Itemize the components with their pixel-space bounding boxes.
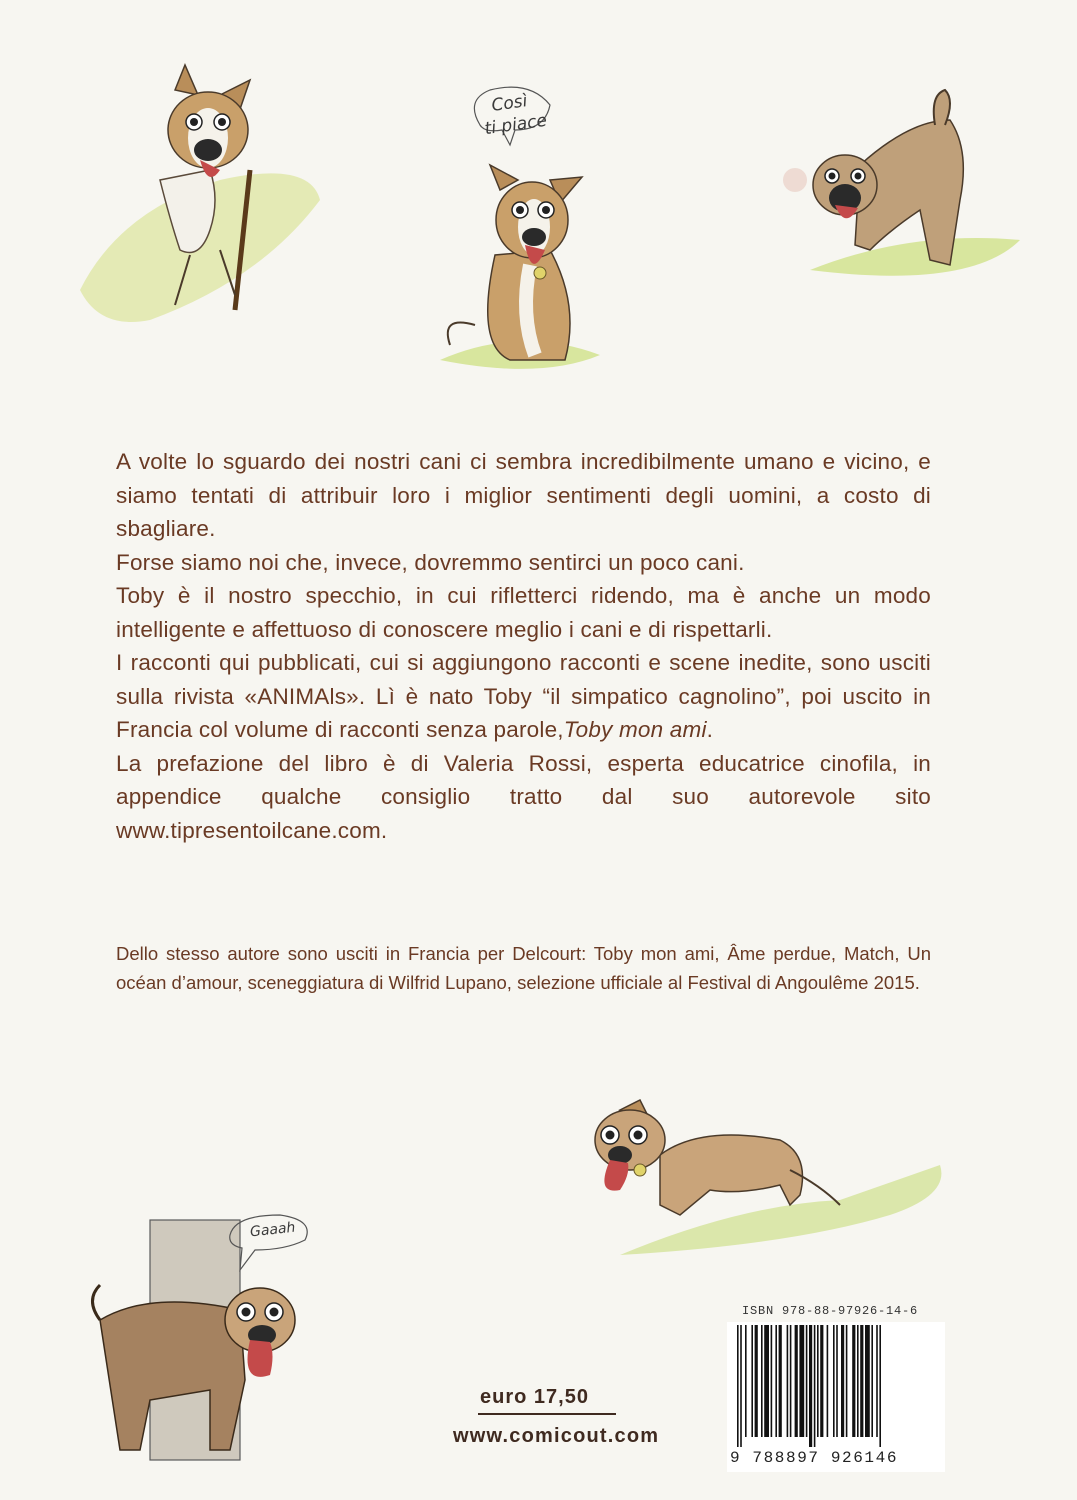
barcode-bar bbox=[871, 1325, 873, 1437]
barcode-bar bbox=[833, 1325, 835, 1437]
barcode-bar bbox=[809, 1325, 812, 1447]
barcode-bar bbox=[846, 1325, 848, 1437]
barcode-bar bbox=[799, 1325, 804, 1437]
barcode-bar bbox=[771, 1325, 773, 1437]
barcode-bar bbox=[852, 1325, 855, 1437]
barcode-bar bbox=[879, 1325, 881, 1447]
barcode-bar bbox=[817, 1325, 819, 1437]
blurb-paragraph-3: Toby è il nostro specchio, in cui rifletterci ridendo, ma è anche un modo intelligente e affettuoso di conoscere meglio i cani e di rispettarli. bbox=[116, 583, 931, 642]
barcode-bar bbox=[787, 1325, 789, 1437]
barcode-bar bbox=[790, 1325, 792, 1437]
barcode-bar bbox=[827, 1325, 829, 1437]
barcode-bar bbox=[761, 1325, 763, 1437]
barcode-bar bbox=[779, 1325, 782, 1437]
dog-shaking-illustration bbox=[770, 80, 1040, 290]
price-underline bbox=[478, 1413, 616, 1415]
barcode-bar bbox=[820, 1325, 823, 1437]
barcode-bar bbox=[836, 1325, 838, 1437]
price-label: euro 17,50 bbox=[480, 1386, 589, 1408]
barcode-bar bbox=[860, 1325, 863, 1437]
back-cover-blurb bbox=[116, 445, 931, 847]
barcode-bar bbox=[841, 1325, 844, 1437]
blurb-paragraph-4-text: I racconti qui pubblicati, cui si aggiungono racconti e scene inedite, sono usciti sulla rivista «ANIMAls». Lì è nato Toby “il simpatico cagnolino”, poi uscito in Francia col volume di racconti senza parole, bbox=[116, 650, 931, 742]
barcode-bar bbox=[737, 1325, 739, 1447]
dog-jumping-illustration bbox=[60, 60, 360, 340]
barcode-bar bbox=[755, 1325, 758, 1437]
barcode-bar bbox=[764, 1325, 769, 1437]
blurb-paragraph-4-end: . bbox=[706, 717, 714, 742]
barcode-digits: 9 788897 926146 bbox=[730, 1449, 899, 1467]
barcode-bar bbox=[814, 1325, 816, 1447]
dog-running-illustration bbox=[540, 1095, 960, 1275]
barcode-bar bbox=[857, 1325, 859, 1437]
blurb-paragraph-1: A volte lo sguardo dei nostri cani ci sembra incredibilmente umano e vicino, e siamo tentati di attribuir loro i miglior sentimenti degli uomini, a costo di sbagliare. bbox=[116, 449, 931, 541]
barcode-bar bbox=[751, 1325, 753, 1437]
book-title-italic: Toby mon ami bbox=[563, 717, 707, 742]
blurb-paragraph-2: Forse siamo noi che, invece, dovremmo sentirci un poco cani. bbox=[116, 549, 745, 575]
isbn-barcode bbox=[735, 1325, 940, 1450]
publisher-website: www.comicout.com bbox=[453, 1425, 660, 1447]
speech-bubble-gaaah: Gaaah bbox=[249, 1219, 297, 1241]
barcode-bar bbox=[775, 1325, 777, 1437]
other-works-paragraph: Dello stesso autore sono usciti in Francia per Delcourt: Toby mon ami, Âme perdue, Match, Un océan d’amour, sceneggiatura di Wilfrid Lupano, selezione ufficiale al Festival di Angoulême 2015. bbox=[116, 943, 931, 993]
speech-line-2: ti piace bbox=[483, 110, 549, 140]
isbn-label: ISBN 978-88-97926-14-6 bbox=[742, 1304, 919, 1318]
dog-scratching-illustration bbox=[70, 1210, 340, 1470]
barcode-bar bbox=[745, 1325, 747, 1437]
speech-bubble-cosi bbox=[480, 88, 548, 140]
blurb-paragraph-5: La prefazione del libro è di Valeria Rossi, esperta educatrice cinofila, in appendice qualche consiglio tratto dal suo autorevole sito www.tipresentoilcane.com. bbox=[116, 750, 931, 843]
barcode-bar bbox=[795, 1325, 798, 1437]
barcode-bar bbox=[740, 1325, 742, 1447]
blurb-paragraph-4 bbox=[116, 646, 931, 747]
barcode-bar bbox=[806, 1325, 808, 1437]
barcode-bar bbox=[876, 1325, 878, 1437]
barcode-bar bbox=[865, 1325, 870, 1437]
speech-line-1: Così bbox=[490, 91, 529, 116]
